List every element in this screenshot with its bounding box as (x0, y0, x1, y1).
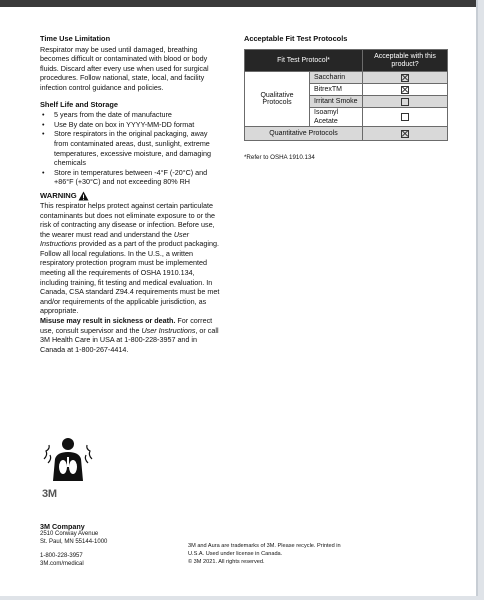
respiratory-hazard-pictogram-icon (41, 437, 95, 481)
list-item: • Store respirators in the original packaging, away from contaminated areas, dust, sunlight, extreme temperatures, excessive moisture, and damaging chemicals (40, 129, 220, 167)
company-address-line2: St. Paul, MN 55144-1000 (40, 538, 108, 545)
right-frame (478, 0, 484, 600)
top-border (0, 0, 484, 7)
warning-heading: WARNING (40, 191, 77, 201)
company-name: 3M Company (40, 522, 85, 531)
warning-misuse-paragraph: Misuse may result in sickness or death. For correct use, consult supervisor and the User Instructions, or call 3M Health Care in USA at 1-800-228-3957 and in Canada at 1-800-267-4414. (40, 316, 219, 354)
acceptable-cell (363, 84, 448, 96)
checked-box-icon (401, 74, 409, 82)
empty-box-icon (401, 113, 409, 121)
company-website: 3M.com/medical (40, 561, 84, 568)
table-header-protocol: Fit Test Protocol* (245, 50, 363, 72)
list-item: • Use By date on box in YYYY-MM-DD format (40, 120, 220, 130)
checked-box-icon (401, 130, 409, 138)
protocol-name: BitrexTM (310, 84, 363, 96)
fit-test-table (244, 49, 448, 141)
shelf-life-heading: Shelf Life and Storage (40, 99, 119, 109)
protocol-name: Irritant Smoke (310, 96, 363, 108)
fit-test-heading: Acceptable Fit Test Protocols (244, 34, 348, 43)
acceptable-cell (363, 108, 448, 127)
bottom-frame (0, 596, 484, 600)
acceptable-cell (363, 127, 448, 141)
legal-line: © 3M 2021. All rights reserved. (188, 558, 265, 565)
legal-line: 3M and Aura are trademarks of 3M. Please recycle. Printed in (188, 543, 341, 549)
brand-logo: 3M (42, 488, 57, 500)
shelf-life-list (40, 110, 220, 187)
time-use-heading: Time Use Limitation (40, 34, 111, 43)
company-address-line1: 2510 Conway Avenue (40, 530, 99, 537)
warning-triangle-icon (78, 191, 89, 201)
right-column (244, 34, 448, 161)
legal-line: U.S.A. Used under license in Canada. (188, 550, 283, 557)
list-item: • Store in temperatures between -4°F (-20°C) and +86°F (+30°C) and not exceeding 80% RH (40, 168, 220, 187)
empty-box-icon (401, 98, 409, 106)
legal-notice (188, 543, 378, 566)
company-phone: 1-800-228-3957 (40, 553, 83, 560)
time-use-text: Respirator may be used until damaged, breathing becomes difficult or contaminated with blood or body fluids. Discard after every use when used for surgical procedures. Follow national, state, local, and facility infection control guidance and policies. (40, 44, 209, 92)
warning-heading-row (40, 191, 220, 201)
table-row (245, 127, 448, 141)
company-info (40, 523, 107, 569)
left-column (40, 34, 220, 354)
acceptable-cell (363, 72, 448, 84)
qualitative-label: Qualitative Protocols (245, 72, 310, 127)
warning-paragraph: This respirator helps protect against certain particulate contaminants but does not eliminate exposure to or the risk of contracting any disease or infection. Before use, the wearer must read and understand the User Instructions provided as a part of the product packaging. Follow all local regulations. In the U.S., a written respiratory protection program must be implemented meeting all the requirements of OSHA 1910.134, including training, fit testing and medical evaluation. In Canada, CSA standard Z94.4 requirements must be met and/or requirements of the applicable jurisdiction, as appropriate. (40, 200, 220, 316)
protocol-name: Isoamyl Acetate (310, 108, 363, 127)
table-header-acceptable: Acceptable with this product? (363, 50, 448, 72)
list-item: • 5 years from the date of manufacture (40, 110, 220, 120)
table-row (245, 72, 448, 84)
quantitative-label: Quantitative Protocols (245, 127, 363, 141)
osha-footnote: *Refer to OSHA 1910.134 (244, 154, 315, 161)
protocol-name: Saccharin (310, 72, 363, 84)
checked-box-icon (401, 86, 409, 94)
acceptable-cell (363, 96, 448, 108)
